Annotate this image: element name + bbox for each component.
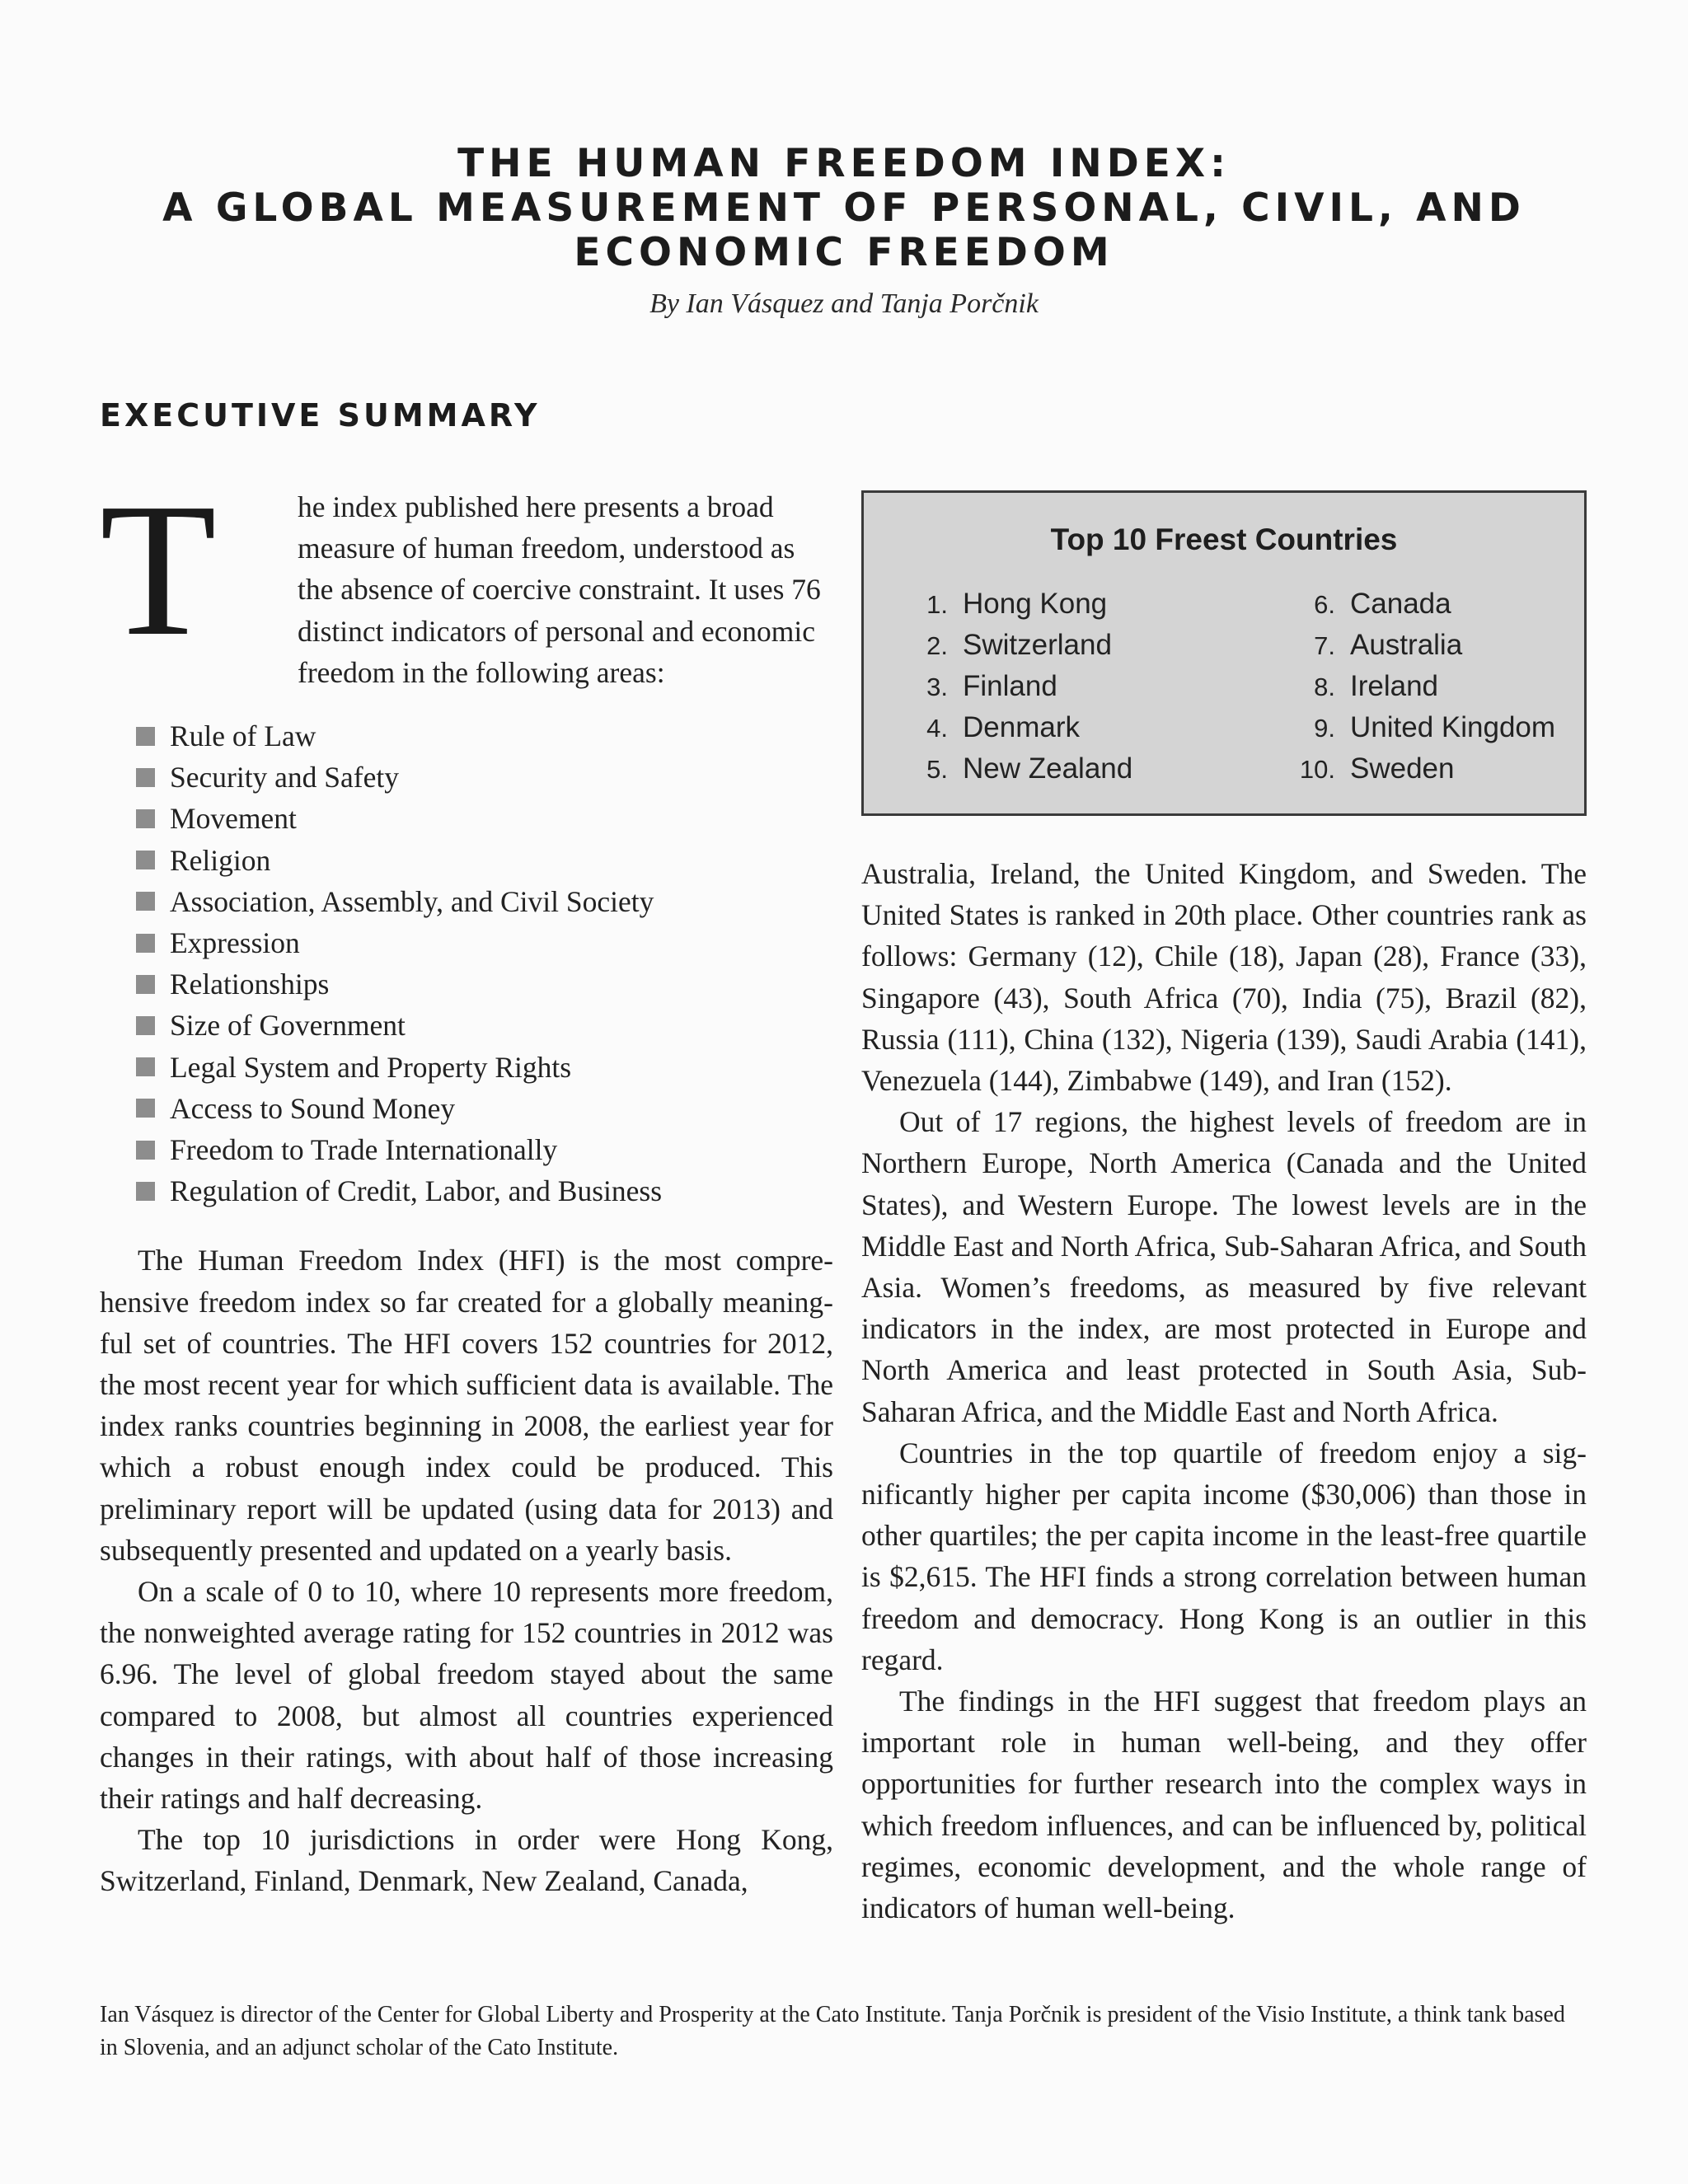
list-item-label: Access to Sound Money — [170, 1091, 456, 1125]
country-name: Sweden — [1350, 752, 1455, 785]
intro-paragraph: he index published here presents a broad measure of human freedom, understood as the absence of coercive constraint. It uses 76 distinct indicators of personal and economic freedom in the following areas: — [298, 490, 821, 689]
title-line: ECONOMIC FREEDOM — [574, 230, 1114, 275]
top10-list — [905, 583, 1564, 798]
list-item — [136, 715, 833, 757]
list-item — [136, 1129, 833, 1170]
list-item — [136, 1005, 833, 1046]
top10-sidebar-box — [861, 490, 1587, 816]
list-item — [905, 748, 1132, 790]
list-item-label: Security and Safety — [170, 761, 400, 794]
list-item — [1292, 748, 1454, 790]
country-name: Hong Kong — [963, 588, 1108, 620]
body-paragraph: On a scale of 0 to 10, where 10 represents more freedom, the nonweighted average rating for 152 countries in 2012 was 6.96. The level of global freedom stayed about the same compared to 2008, but almost all countries experienced changes in their ratings, with about half of those increasing their ratings and half decreasing. — [100, 1575, 833, 1816]
country-name: Switzerland — [963, 629, 1112, 661]
list-item-label: Rule of Law — [170, 719, 316, 752]
right-column — [861, 853, 1587, 1929]
byline: By Ian Vásquez and Tanja Porčnik — [649, 288, 1039, 319]
list-item — [1292, 707, 1555, 748]
list-item — [136, 757, 833, 798]
document-title — [0, 142, 1688, 275]
list-item-label: Expression — [170, 926, 300, 960]
square-bullet-icon — [136, 1057, 155, 1076]
body-paragraph: Out of 17 regions, the highest levels of freedom are in Northern Europe, North America (Canada and the United States), and Western Europe. The lowest levels are in the Middle East and North Africa, Sub-Saharan Africa, and South Asia. Women’s freedoms, as measured by five relevant indicators in the index, are most protected in Europe and North America and least protected in South Asia, Sub-Saharan Africa, and the Middle East and North Africa. — [861, 1105, 1587, 1428]
rank-number: 8. — [1314, 673, 1335, 701]
section-heading: EXECUTIVE SUMMARY — [100, 397, 541, 434]
list-item — [1292, 625, 1462, 666]
box-title: Top 10 Freest Countries — [1050, 523, 1398, 556]
list-item — [136, 840, 833, 881]
square-bullet-icon — [136, 934, 155, 953]
list-item-label: Freedom to Trade Internationally — [170, 1133, 558, 1167]
list-item — [905, 666, 1057, 707]
square-bullet-icon — [136, 1099, 155, 1118]
country-name: Denmark — [963, 711, 1080, 743]
square-bullet-icon — [136, 809, 155, 828]
list-item — [136, 1047, 833, 1088]
title-line: THE HUMAN FREEDOM INDEX: — [457, 141, 1231, 186]
rank-number: 5. — [926, 755, 948, 784]
list-item-label: Size of Government — [170, 1009, 406, 1043]
author-footnote: Ian Vásquez is director of the Center for Global Liberty and Prosperity at the Cato Institute. Tanja Porčnik is president of the Visio Institute, a think tank based in Slovenia, and an adjunct scholar of the Cato Institute. — [100, 2002, 1565, 2060]
list-item — [136, 963, 833, 1005]
list-item — [1292, 583, 1451, 625]
country-name: Finland — [963, 670, 1057, 702]
body-paragraph: Countries in the top quartile of freedom enjoy a significantly higher per capita income ($30,006) than those in other quartiles; the per capita income in the least-free quartile is $2,615. The HFI finds a strong correlation between human freedom and democracy. Hong Kong is an outlier in this regard. — [861, 1436, 1587, 1676]
list-item — [905, 583, 1107, 625]
list-item-label: Relationships — [170, 968, 330, 1001]
square-bullet-icon — [136, 1182, 155, 1201]
list-item-label: Regulation of Credit, Labor, and Business — [170, 1174, 663, 1208]
rank-number: 7. — [1314, 631, 1335, 660]
title-line: A GLOBAL MEASUREMENT OF PERSONAL, CIVIL, AND — [162, 185, 1526, 231]
list-item — [905, 707, 1080, 748]
country-name: New Zealand — [963, 752, 1133, 785]
square-bullet-icon — [136, 1141, 155, 1160]
body-paragraph: The Human Freedom Index (HFI) is the most comprehensive freedom index so far created for a globally meaningful set of countries. The HFI covers 152 countries for 2012, the most recent year for which sufficient data is available. The index ranks countries beginning in 2008, the earliest year for which a robust enough index could be produced. This preliminary report will be updated (using data for 2013) and subsequently presented and updated on a yearly basis. — [100, 1244, 833, 1567]
square-bullet-icon — [136, 851, 155, 869]
rank-number: 4. — [926, 714, 948, 743]
country-name: Ireland — [1350, 670, 1439, 702]
country-name: United Kingdom — [1350, 711, 1556, 743]
rank-number: 3. — [926, 673, 948, 701]
intro — [100, 464, 833, 692]
square-bullet-icon — [136, 1016, 155, 1035]
square-bullet-icon — [136, 727, 155, 746]
body-paragraph: The findings in the HFI suggest that freedom plays an important role in human well-being, and they offer opportunities for further research into the complex ways in which freedom influences, and can be influenced by, political regimes, economic development, and the whole range of indicators of human well-being. — [861, 1685, 1587, 1925]
rank-number: 1. — [926, 590, 948, 619]
list-item — [136, 881, 833, 922]
square-bullet-icon — [136, 768, 155, 787]
list-item — [136, 798, 833, 839]
list-item-label: Religion — [170, 843, 271, 877]
drop-cap: T — [100, 464, 217, 676]
rank-number: 6. — [1314, 590, 1335, 619]
country-name: Australia — [1350, 629, 1463, 661]
rank-number: 2. — [926, 631, 948, 660]
rank-number: 10. — [1299, 755, 1335, 784]
list-item — [136, 1088, 833, 1129]
rank-number: 9. — [1314, 714, 1335, 743]
list-item — [136, 922, 833, 963]
country-name: Canada — [1350, 588, 1451, 620]
list-item-label: Association, Assembly, and Civil Society — [170, 884, 654, 918]
list-item-label: Legal System and Property Rights — [170, 1050, 572, 1084]
body-paragraph: Australia, Ireland, the United Kingdom, and Sweden. The United States is ranked in 20th place. Other countries rank as follows: Germany (12), Chile (18), Japan (28), France (33), Singapore (43), South Africa (70), India (75), Brazil (82), Russia (111), China (132), Nigeria (139), Saudi Arabia (141), Venezuela (144), Zimbabwe (149), and Iran (152). — [861, 857, 1587, 1098]
list-item — [905, 625, 1112, 666]
body-paragraph: The top 10 jurisdictions in order were Hong Kong, Switzerland, Finland, Denmark, New Zealand, Canada, — [100, 1823, 833, 1898]
list-item-label: Movement — [170, 802, 297, 836]
square-bullet-icon — [136, 975, 155, 994]
list-item — [136, 1170, 833, 1212]
list-item — [1292, 666, 1438, 707]
square-bullet-icon — [136, 892, 155, 911]
areas-list — [136, 715, 833, 1212]
left-column — [100, 464, 833, 1902]
